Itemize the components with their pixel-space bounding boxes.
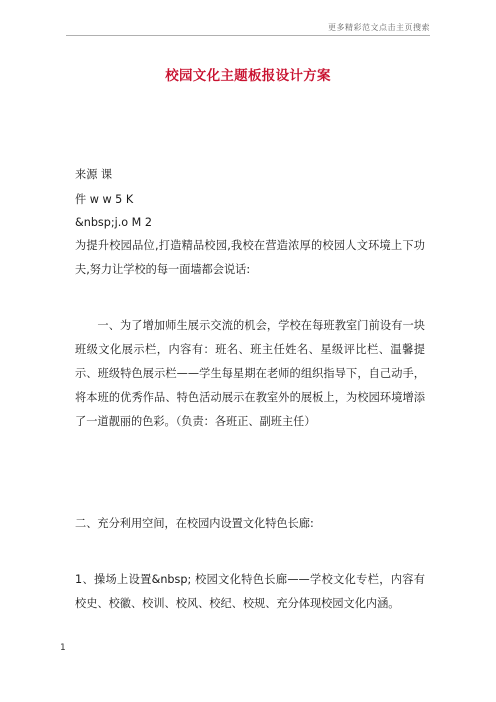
- source-line: &nbsp;j.o M 2: [75, 216, 153, 229]
- source-line: 来源 课: [75, 168, 113, 181]
- section-two-heading: 二、充分利用空间，在校园内设置文化特色长廊:: [75, 517, 314, 530]
- header-note: 更多精彩范文点击主页搜索: [328, 23, 430, 32]
- section-one-paragraph: 一、为了增加师生展示交流的机会，学校在每班教室门前设有一块班级文化展示栏，内容有：班名、班主任姓名、星级评比栏、温馨提示、班级特色展示栏——学生每星期在老师的组织指导下，自己动手，将本班的优秀作品、特色活动展示在教室外的展板上，为校园环境增添了一道靓丽的色彩。（负责：各班正、副班主任）: [75, 319, 425, 428]
- document-title: 校园文化主题板报设计方案: [165, 68, 331, 84]
- page-number: 1: [60, 643, 66, 653]
- source-line: 件 w w 5 K: [75, 193, 134, 206]
- intro-paragraph: 为提升校园品位,打造精品校园,我校在营造浓厚的校园人文环境上下功夫,努力让学校的每一面墙都会说话:: [75, 239, 425, 276]
- item-one-paragraph: 1、操场上设置&nbsp; 校园文化特色长廊——学校文化专栏，内容有校史、校徽、校训、校风、校纪、校规、充分体现校园文化内涵。: [75, 573, 425, 610]
- header-divider: [66, 35, 430, 36]
